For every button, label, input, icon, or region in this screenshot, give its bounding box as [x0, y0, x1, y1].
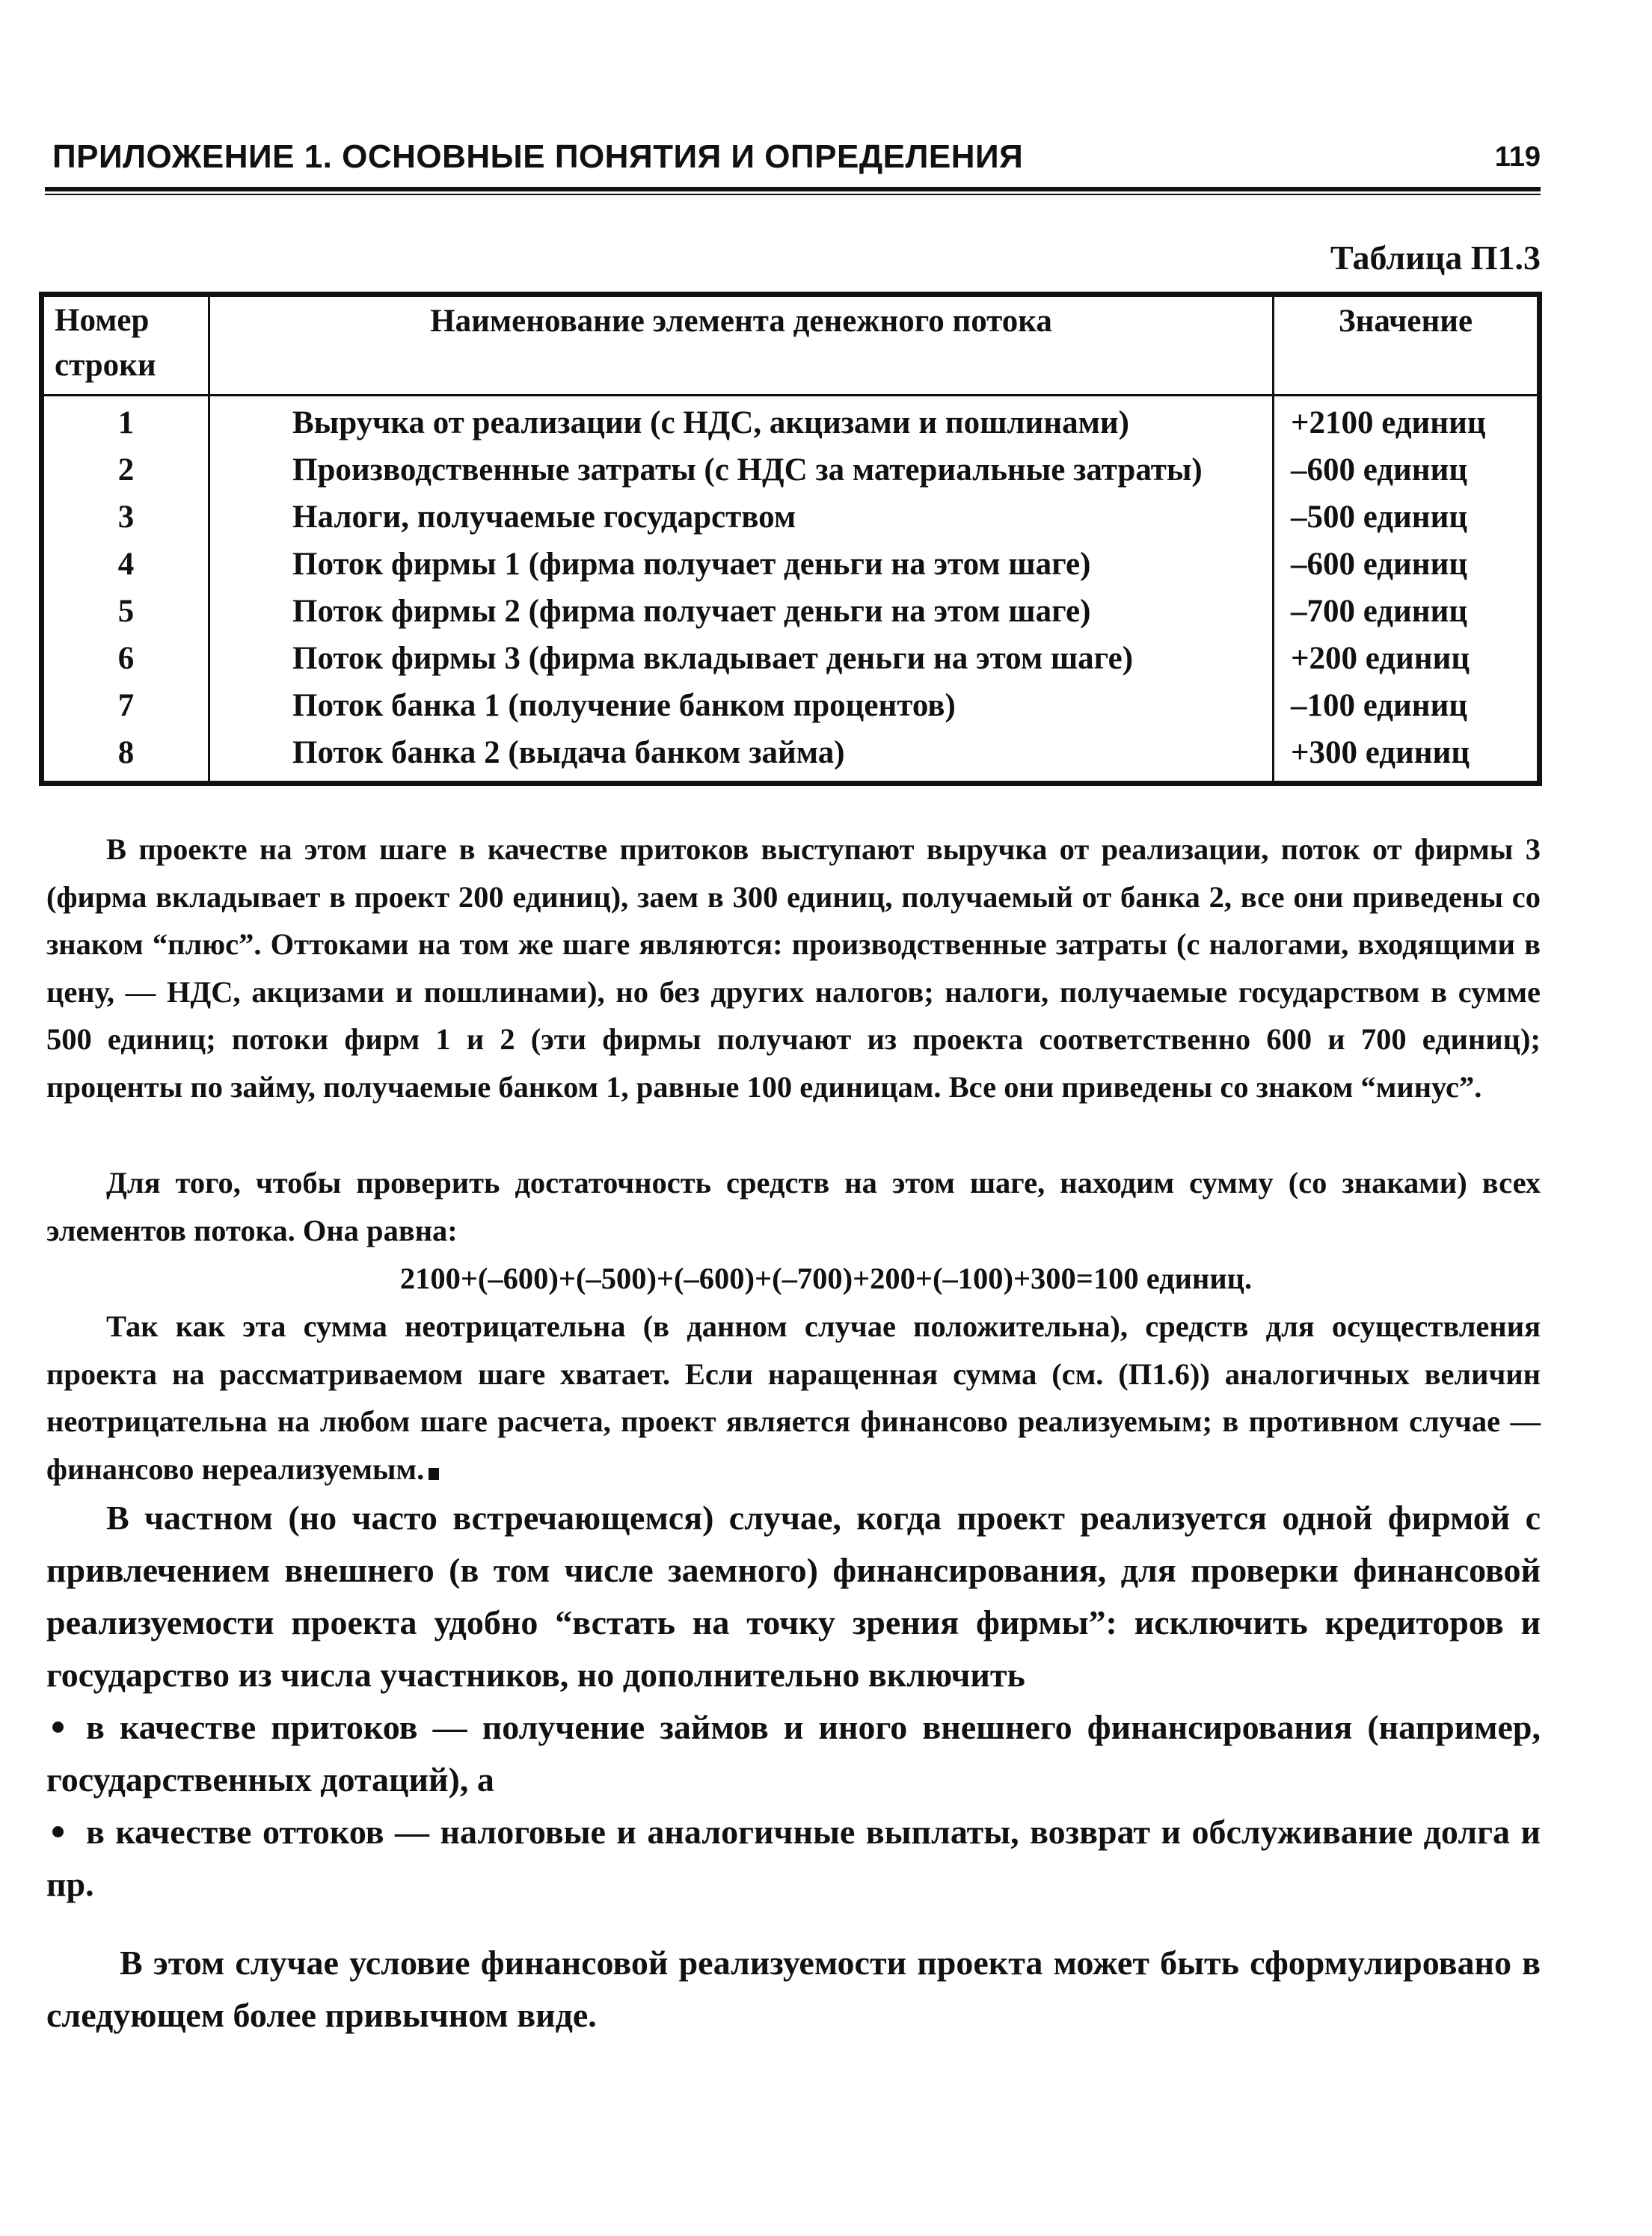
header-rule: [45, 187, 1541, 195]
list-item: [46, 1806, 1541, 1911]
table-row: [42, 494, 1540, 541]
cash-flow-table: [39, 292, 1542, 786]
sum-formula: 2100+(–600)+(–500)+(–600)+(–700)+200+(–100)+300=100 единиц.: [399, 1262, 1253, 1295]
row-number: 7: [42, 682, 209, 729]
row-number: 2: [42, 446, 209, 494]
table-caption: Таблица П1.3: [1330, 239, 1541, 277]
bullet-icon: [52, 1721, 64, 1733]
paragraph-final: В этом случае условие финансовой реализуемости проекта может быть сформулировано в следующем более привычном виде.: [46, 1944, 1541, 2034]
row-name: Поток фирмы 2 (фирма получает деньги на этом шаге): [209, 588, 1274, 635]
paragraph-conclusion-text: Так как эта сумма неотрицательна (в данном случае положительна), средств для осуществления проекта на рассматриваемом шаге хватает. Если наращенная сумма (см. (П1.6)) аналогичных величин неотрицательна на любом шаге расчета, проект является финансово реализуемым; в противном случае — финансово нереализуемым.: [46, 1309, 1541, 1486]
row-name: Поток фирмы 1 (фирма получает деньги на этом шаге): [209, 541, 1274, 588]
header-row-number-line1: Номер: [55, 303, 150, 338]
paragraph-inflows-outflows: В проекте на этом шаге в качестве притоков выступают выручка от реализации, поток от фирмы 3 (фирма вкладывает в проект 200 единиц), заем в 300 единиц, получаемый от банка 2, все они приведены со знаком “плюс”. Оттоками на том же шаге являются: производственные затраты (с налогами, входящими в цену, — НДС, акцизами и пошлинами), но без других налогов; налоги, получаемые государством в сумме 500 единиц; потоки фирм 1 и 2 (эти фирмы получают из проекта соответственно 600 и 700 единиц); проценты по займу, получаемые банком 1, равные 100 единицам. Все они приведены со знаком “минус”.: [46, 832, 1541, 1104]
row-number: 5: [42, 588, 209, 635]
row-value: –600 единиц: [1274, 446, 1540, 494]
table-row: [42, 446, 1540, 494]
row-value: –500 единиц: [1274, 494, 1540, 541]
row-name: Налоги, получаемые государством: [209, 494, 1274, 541]
row-name: Поток фирмы 3 (фирма вкладывает деньги на этом шаге): [209, 635, 1274, 682]
row-value: +2100 единиц: [1274, 396, 1540, 447]
table-header-row: [42, 295, 1540, 396]
running-header-title: ПРИЛОЖЕНИЕ 1. ОСНОВНЫЕ ПОНЯТИЯ И ОПРЕДЕЛЕНИЯ: [52, 138, 1024, 175]
end-of-example-mark: [429, 1468, 439, 1480]
header-row-number-line2: строки: [55, 348, 156, 383]
paragraph-conclusion: [46, 1303, 1541, 1493]
paragraph-sufficiency: Для того, чтобы проверить достаточность средств на этом шаге, находим сумму (со знаками) всех элементов потока. Она равна:: [46, 1166, 1541, 1247]
header-element-name: Наименование элемента денежного потока: [209, 295, 1274, 396]
header-value: Значение: [1274, 295, 1540, 396]
list-item: [46, 1701, 1541, 1806]
row-name: Поток банка 2 (выдача банком займа): [209, 729, 1274, 784]
page-number: 119: [1494, 141, 1541, 173]
list-item-text: в качестве оттоков — налоговые и аналогичные выплаты, возврат и обслуживание долга и пр.: [46, 1813, 1541, 1903]
header-row-number: [42, 295, 209, 396]
list-item-text: в качестве притоков — получение займов и иного внешнего финансирования (например, государственных дотаций), а: [46, 1708, 1541, 1799]
row-number: 6: [42, 635, 209, 682]
running-header: [52, 138, 1541, 183]
row-value: –700 единиц: [1274, 588, 1540, 635]
row-name: Производственные затраты (с НДС за материальные затраты): [209, 446, 1274, 494]
table-row: [42, 729, 1540, 784]
table-row: [42, 635, 1540, 682]
row-name: Поток банка 1 (получение банком процентов): [209, 682, 1274, 729]
row-value: +300 единиц: [1274, 729, 1540, 784]
table-row: [42, 682, 1540, 729]
table-row: [42, 541, 1540, 588]
row-value: –600 единиц: [1274, 541, 1540, 588]
row-number: 1: [42, 396, 209, 447]
row-number: 8: [42, 729, 209, 784]
row-name: Выручка от реализации (с НДС, акцизами и пошлинами): [209, 396, 1274, 447]
row-value: –100 единиц: [1274, 682, 1540, 729]
table-row: [42, 396, 1540, 447]
bullet-icon: [52, 1826, 64, 1837]
row-number: 4: [42, 541, 209, 588]
row-number: 3: [42, 494, 209, 541]
row-value: +200 единиц: [1274, 635, 1540, 682]
paragraph-special-case: В частном (но часто встречающемся) случае, когда проект реализуется одной фирмой с привлечением внешнего (в том числе заемного) финансирования, для проверки финансовой реализуемости проекта удобно “встать на точку зрения фирмы”: исключить кредиторов и государство из числа участников, но дополнительно включить: [46, 1499, 1541, 1694]
table-row: [42, 588, 1540, 635]
